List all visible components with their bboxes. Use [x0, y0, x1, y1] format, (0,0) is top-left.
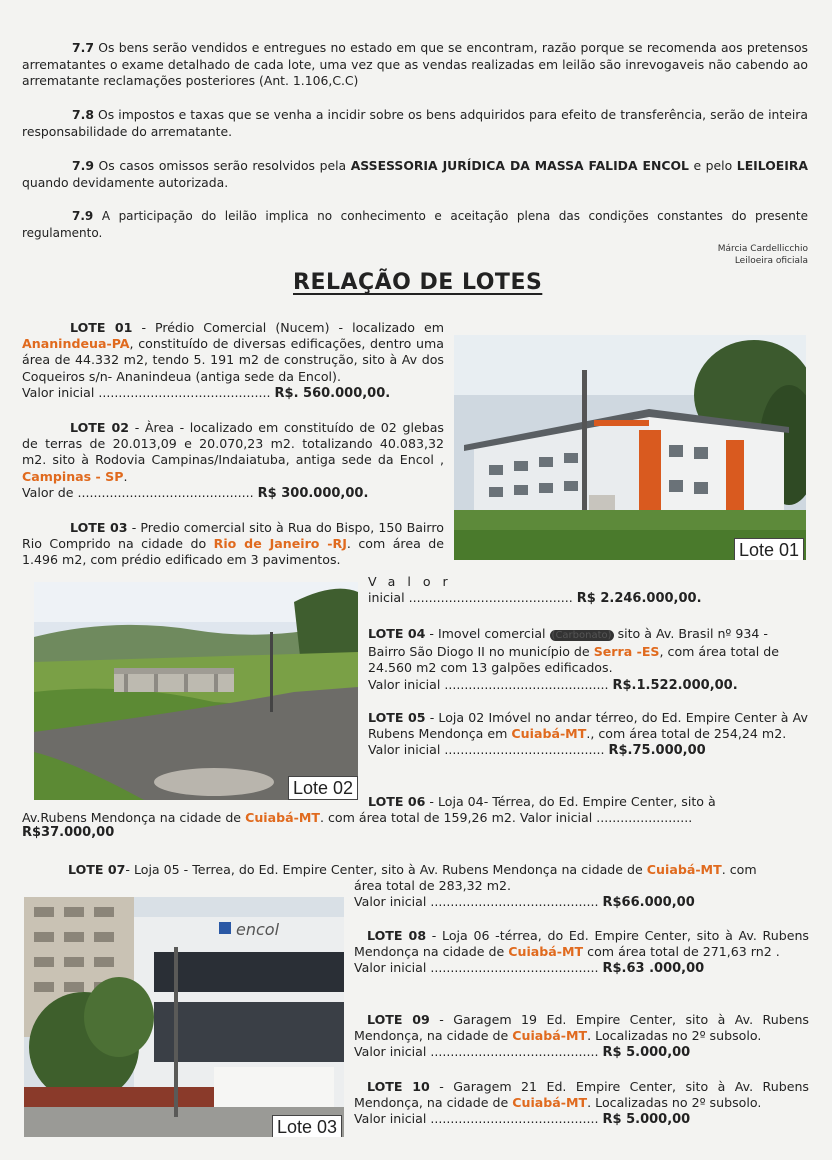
lot-text: . com área de 1.496 m2, com prédio edificado em 3 pavimentos. [22, 536, 444, 568]
lot-text: . com [721, 862, 757, 877]
building-photo-01 [454, 335, 806, 560]
encol-sign: encol [236, 920, 280, 939]
photo-caption: Lote 03 [272, 1115, 342, 1137]
lot-city: Cuiabá-MT [511, 726, 587, 742]
lot-label: LOTE 04 [368, 626, 426, 641]
lot-label: LOTE 06 [368, 794, 426, 809]
building-photo-03 [24, 897, 344, 1137]
lot-price: R$.1.522.000,00. [612, 677, 738, 693]
lot-06 [368, 794, 808, 810]
lot-text: sito à Av. Brasil nº 934 - Bairro São Diogo II no município de [368, 626, 768, 660]
lot-06-line: Av.Rubens Mendonça na cidade de Cuiabá-MT. com área total de 159,26 m2. Valor inicial ........................ [22, 810, 693, 825]
price-label: Valor de [22, 484, 74, 500]
lot-text: , constituído de diversas edificações, dentro uma área de 44.332 m2, tendo 5. 191 m2 de construção, sito à Av dos Coqueiros s/n- Ananindeua (antiga sede da Encol). [22, 336, 444, 384]
price-label: Valor inicial [354, 960, 427, 976]
lot-text: . Localizadas no 2º subsolo. [587, 1028, 762, 1044]
lot-text: - Predio comercial sito à Rua do Bispo, 150 Bairro Rio Comprido na cidade do [22, 520, 444, 552]
lot-text: , com área total de 24.560 m2 com 13 galpões edificados. [368, 644, 780, 676]
condition-text: Os impostos e taxas que se venha a incidir sobre os bens adquiridos para efeito de transferência, serão de inteira responsabilidade do arrematante. [22, 107, 808, 139]
land-photo-02 [34, 582, 358, 800]
lot-price: R$ 300.000,00. [257, 485, 369, 501]
lot-label: LOTE 01 [70, 320, 133, 335]
lot-text: - Àrea - localizado em constituído de 02 glebas de terras de 20.013,09 e 20.070,23 m2. totalizando 40.083,32 m2. sito à Rodovia Campinas/Indaiatuba, antiga sede da Encol , [22, 420, 444, 468]
price-label: Valor inicial [354, 1111, 427, 1127]
lot-city: Cuiabá-MT [245, 810, 320, 825]
lot-city: Ananindeua-PA [22, 336, 130, 352]
condition-text: Os casos omissos serão resolvidos pela [98, 158, 347, 173]
photo-caption: Lote 01 [734, 538, 804, 560]
photo-lote-03 [24, 897, 344, 1137]
condition-7-7 [22, 40, 808, 90]
lot-label: LOTE 07 [68, 862, 126, 877]
lot-08: LOTE 08 - Loja 06 -térrea, do Ed. Empire Center, sito à Av. Rubens Mendonça na cidade de Cuiabá-MT com área total de 271,63 rn2 . Valor inicial .......................................... R$.63 .000,00 [354, 928, 809, 977]
condition-number: 7.9 [72, 158, 94, 173]
lot-city: Rio de Janeiro -RJ [213, 536, 347, 552]
condition-text: A participação do leilão implica no conhecimento e aceitação plena das condições constantes do presente regulamento. [22, 209, 808, 240]
lot-city: Cuiabá-MT [512, 1028, 588, 1044]
lot-07-rest: área total de 283,32 m2. Valor inicial .......................................... R$66.000,00 [354, 878, 809, 911]
lot-label: LOTE 09 [367, 1012, 430, 1027]
lot-price: R$ 5.000,00 [602, 1112, 691, 1128]
condition-bold: LEILOEIRA [736, 158, 808, 173]
condition-7-8 [22, 107, 808, 140]
lot-price: R$66.000,00 [602, 895, 695, 911]
condition-bold: ASSESSORIA JURÍDICA DA MASSA FALIDA ENCOL [350, 158, 689, 173]
lot-text: Av.Rubens Mendonça na cidade de [22, 810, 242, 825]
price-label: Valor inicial [354, 1044, 427, 1060]
price-label: Valor inicial [368, 742, 441, 758]
lot-text: - Garagem 21 Ed. Empire Center, sito à Av. Rubens Mendonça, na cidade de [354, 1079, 809, 1111]
lot-price: R$.75.000,00 [608, 743, 706, 759]
price-label: Valor inicial [368, 676, 441, 692]
lot-label: LOTE 05 [368, 710, 426, 725]
redacted-text: (Carbonato) [551, 630, 612, 641]
lot-03 [22, 520, 444, 569]
condition-7-9-b [22, 208, 808, 241]
lot-03-price: Valor inicial ......................................... R$ 2.246.000,00. [368, 574, 808, 607]
lot-price: R$. 560.000,00. [274, 385, 391, 401]
lot-text: ., com área total de 254,24 m2. [586, 726, 787, 742]
lot-text: . com área total de 159,26 m2. Valor inicial [319, 810, 593, 825]
signature-block [600, 243, 808, 267]
condition-text: Os bens serão vendidos e entregues no estado em que se encontram, razão porque se recomenda aos pretensos arrematantes o exame detalhado de cada lote, uma vez que as vendas realizadas em leilão são inrevogaveis não cabendo ao arrematante reclamações posteriores (Ant. 1.106,C.C) [22, 40, 808, 88]
lot-09: LOTE 09 - Garagem 19 Ed. Empire Center, sito à Av. Rubens Mendonça, na cidade de Cuiabá-MT. Localizadas no 2º subsolo. Valor inicial .......................................... R$ 5.000,00 [354, 1012, 809, 1061]
signature-name: Márcia Cardellicchio [717, 244, 808, 254]
lot-label: LOTE 03 [70, 520, 128, 535]
signature-role: Leiloeira oficiala [734, 256, 808, 266]
condition-text: e pelo [693, 158, 733, 173]
lot-text: - Prédio Comercial (Nucem) - localizado em [141, 320, 444, 335]
lot-price: R$ 2.246.000,00. [576, 591, 702, 607]
lot-06-price: R$37.000,00 [22, 825, 115, 840]
lot-city: Cuiabá-MT [508, 944, 584, 960]
lot-05: LOTE 05 - Loja 02 Imóvel no andar térreo, do Ed. Empire Center à Av Rubens Mendonça em Cuiabá-MT., com área total de 254,24 m2. Valor inicial ........................................ R$.75.000,00 [368, 710, 808, 759]
lot-city: Cuiabá-MT [512, 1095, 588, 1111]
lot-label: LOTE 08 [367, 928, 427, 943]
lot-city: Cuiabá-MT [646, 862, 722, 877]
lot-text: - Garagem 19 Ed. Empire Center, sito à Av. Rubens Mendonça, na cidade de [354, 1012, 809, 1044]
lot-price: R$.63 .000,00 [602, 961, 705, 977]
lot-text: - Loja 02 Imóvel no andar térreo, do Ed. Empire Center à Av Rubens Mendonça em [368, 710, 808, 742]
lot-text: - Loja 04- Térrea, do Ed. Empire Center, sito à [429, 794, 716, 809]
lot-label: LOTE 10 [367, 1079, 430, 1094]
lot-text: - Imovel comercial [429, 626, 546, 641]
lot-city: Campinas - SP [22, 468, 124, 484]
price-label: Valor inicial [22, 384, 95, 400]
photo-caption: Lote 02 [288, 776, 358, 800]
lot-10: LOTE 10 - Garagem 21 Ed. Empire Center, sito à Av. Rubens Mendonça, na cidade de Cuiabá-MT. Localizadas no 2º subsolo. Valor inicial .......................................... R$ 5.000,00 [354, 1079, 809, 1128]
lot-01: LOTE 01 - Prédio Comercial (Nucem) - localizado em Ananindeua-PA, constituído de diversas edificações, dentro uma área de 44.332 m2, tendo 5. 191 m2 de construção, sito à Av dos Coqueiros s/n- Ananindeua (antiga sede da Encol). Valor inicial ........................................... R$. 560.000,00. [22, 320, 444, 401]
lot-text: . Localizadas no 2º subsolo. [587, 1095, 762, 1111]
lot-text: - Loja 05 - Terrea, do Ed. Empire Center, sito à Av. Rubens Mendonça na cidade de [125, 862, 643, 877]
lot-04: LOTE 04 - Imovel comercial (Carbonato) sito à Av. Brasil nº 934 - Bairro São Diogo II no município de Serra -ES, com área total de 24.560 m2 com 13 galpões edificados. Valor inicial ......................................... R$.1.522.000,00. [368, 626, 780, 693]
lot-02: LOTE 02 - Àrea - localizado em constituído de 02 glebas de terras de 20.013,09 e 20.070,23 m2. totalizando 40.083,32 m2. sito à Rodovia Campinas/Indaiatuba, antiga sede da Encol , Campinas - SP. Valor de ............................................ R$ 300.000,00. [22, 420, 444, 501]
condition-text: quando devidamente autorizada. [22, 174, 229, 190]
price-label: inicial [368, 590, 405, 606]
condition-number: 7.7 [72, 40, 94, 55]
photo-lote-02 [34, 582, 358, 800]
lot-price: R$ 5.000,00 [602, 1045, 691, 1061]
section-title: RELAÇÃO DE LOTES [293, 270, 543, 295]
price-label: Valor inicial [354, 894, 427, 910]
lot-text: com área total de 271,63 rn2 . [587, 944, 780, 960]
lot-text: - Loja 06 -térrea, do Ed. Empire Center, sito à Av. Rubens Mendonça na cidade de [354, 928, 809, 960]
lot-city: Serra -ES [593, 644, 660, 660]
condition-7-9-a [22, 158, 808, 191]
lot-07 [68, 862, 813, 878]
lot-text: . [123, 468, 128, 484]
condition-number: 7.8 [72, 107, 94, 122]
photo-lote-01 [454, 335, 806, 560]
condition-number: 7.9 [72, 209, 94, 223]
lot-text: área total de 283,32 m2. [354, 878, 511, 893]
lot-label: LOTE 02 [70, 420, 130, 435]
price-label: Valor [368, 574, 460, 589]
